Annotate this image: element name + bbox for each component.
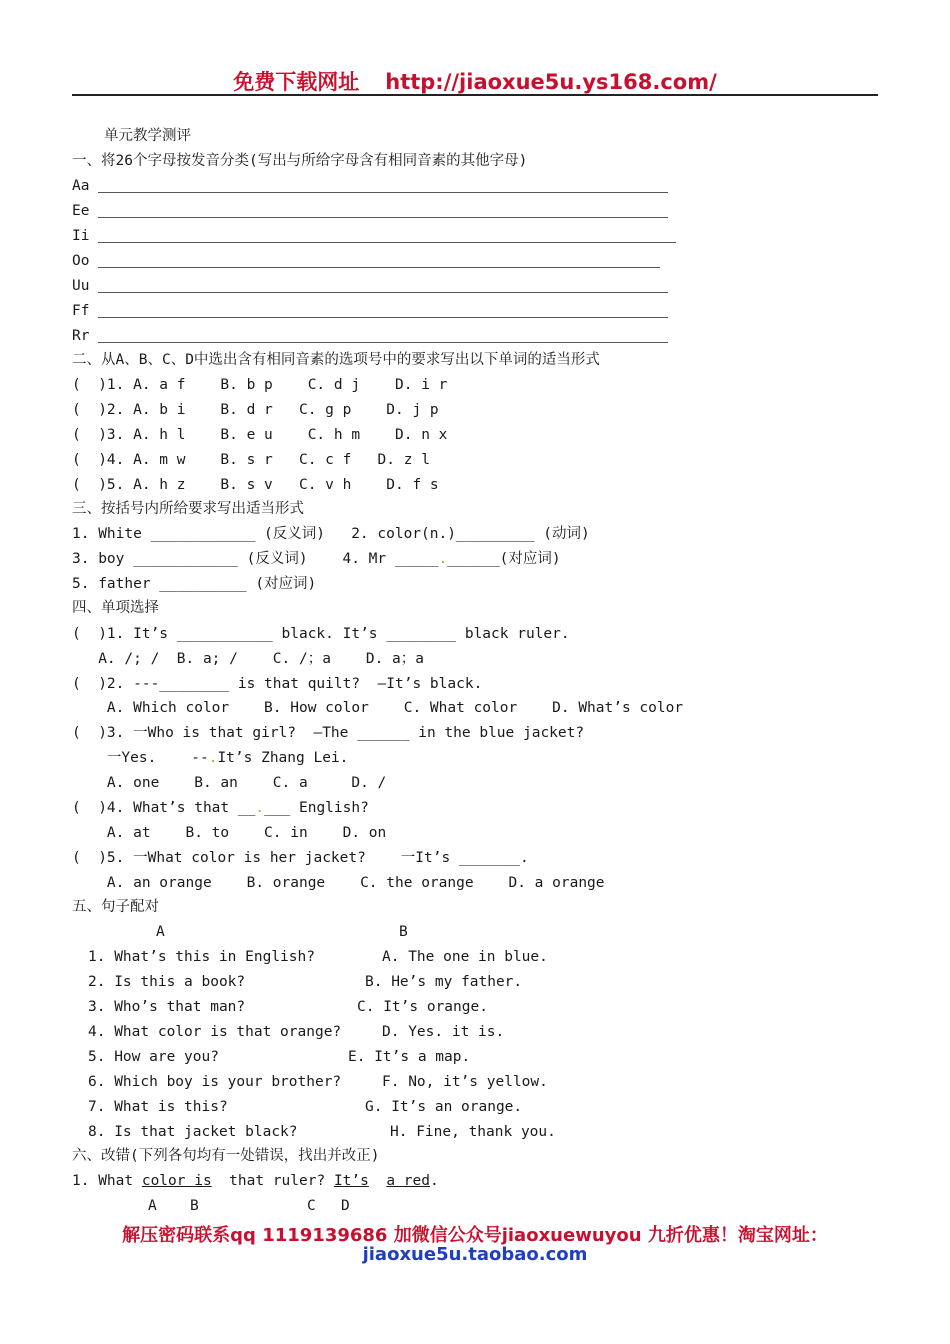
- match-left: 8. Is that jacket black?: [88, 1124, 298, 1140]
- question-item: ( )1. A. a f B. b p C. d j D. i r: [72, 377, 448, 393]
- correction-sentence: [72, 1171, 439, 1191]
- question-options: A. /; / B. a; / C. /；a D. a；a: [72, 651, 425, 667]
- question-item: [72, 798, 369, 818]
- match-right: C. It’s orange.: [357, 999, 488, 1015]
- underlined-word-c: It’s: [333, 1173, 369, 1189]
- letter-label: Rr: [72, 328, 90, 344]
- match-left: 3. Who’s that man?: [88, 999, 246, 1015]
- question-options: A. Which color B. How color C. What color D. What’s color: [72, 700, 684, 716]
- site-header: [0, 66, 950, 96]
- mark-dot: .: [255, 800, 265, 816]
- question-item: ( )2. A. b i B. d r C. g p D. j p: [72, 402, 439, 418]
- match-right: E. It’s a map.: [348, 1049, 471, 1065]
- match-right: D. Yes. it is.: [382, 1024, 505, 1040]
- underlined-word-d: a red: [386, 1173, 430, 1189]
- match-left: 6. Which boy is your brother?: [88, 1074, 342, 1090]
- option-label: B: [190, 1198, 199, 1214]
- doc-title: 单元教学测评: [104, 128, 191, 144]
- question-options: A. at B. to C. in D. on: [72, 825, 387, 841]
- match-right: B. He’s my father.: [365, 974, 523, 990]
- footer-shop-link[interactable]: jiaoxue5u.taobao.com: [362, 1244, 588, 1265]
- section4-heading: 四、单项选择: [72, 600, 159, 616]
- underlined-word-b: is: [185, 1173, 212, 1189]
- answer-blank[interactable]: [98, 217, 668, 218]
- option-label: A: [148, 1198, 157, 1214]
- sentence-text: 1. What: [72, 1173, 142, 1189]
- section6-heading: 六、改错(下列各句均有一处错误，找出并改正): [72, 1148, 380, 1164]
- match-right: G. It’s an orange.: [365, 1099, 523, 1115]
- question-item: [72, 549, 561, 569]
- question-text: ______(对应词): [447, 551, 561, 567]
- answer-blank[interactable]: [98, 342, 668, 343]
- answer-blank[interactable]: [98, 292, 668, 293]
- header-title: 免费下载网址: [233, 70, 360, 94]
- question-text: ( )4. What’s that __: [72, 800, 256, 816]
- question-item: ( )2. ---________ is that quilt? —It’s black.: [72, 676, 483, 692]
- match-left: 1. What’s this in English?: [88, 949, 315, 965]
- underlined-word-a: color: [141, 1173, 186, 1189]
- question-item: ( )3. A. h l B. e u C. h m D. n x: [72, 427, 448, 443]
- letter-label: Ii: [72, 228, 90, 244]
- option-label: C: [307, 1198, 316, 1214]
- match-left: 5. How are you?: [88, 1049, 219, 1065]
- letter-label: Oo: [72, 253, 90, 269]
- question-item: [72, 748, 348, 768]
- question-item: ( )5. A. h z B. s v C. v h D. f s: [72, 477, 439, 493]
- mark-dot: .: [438, 551, 448, 567]
- question-text: 一Yes. --: [72, 750, 209, 766]
- match-right: F. No, it’s yellow.: [382, 1074, 548, 1090]
- mark-dot: .: [208, 750, 218, 766]
- answer-blank[interactable]: [98, 317, 668, 318]
- question-text: ___ English?: [264, 800, 369, 816]
- column-b-label: B: [399, 924, 408, 940]
- question-item: ( )1. It’s ___________ black. It’s ________ black ruler.: [72, 626, 570, 642]
- question-item: ( )4. A. m w B. s r C. c f D. z l: [72, 452, 430, 468]
- question-options: A. one B. an C. a D. /: [72, 775, 387, 791]
- question-text: 3. boy ____________ (反义词) 4. Mr _____: [72, 551, 439, 567]
- footer-contact: 解压密码联系qq 1119139686 加微信公众号jiaoxuewuyou 九折优惠！淘宝网址：: [122, 1225, 828, 1246]
- match-left: 2. Is this a book?: [88, 974, 246, 990]
- option-label: D: [341, 1198, 350, 1214]
- section5-heading: 五、句子配对: [72, 899, 159, 915]
- column-a-label: A: [156, 924, 165, 940]
- match-right: H. Fine, thank you.: [390, 1124, 556, 1140]
- answer-blank[interactable]: [98, 242, 676, 243]
- question-options: A. an orange B. orange C. the orange D. a orange: [72, 875, 605, 891]
- question-item: ( )5. 一What color is her jacket? 一It’s _______.: [72, 850, 529, 866]
- letter-label: Aa: [72, 178, 90, 194]
- section2-heading: 二、从A、B、C、D中选出含有相同音素的选项号中的要求写出以下单词的适当形式: [72, 352, 600, 368]
- sentence-text: .: [429, 1173, 439, 1189]
- question-text: It’s Zhang Lei.: [217, 750, 349, 766]
- answer-blank[interactable]: [98, 267, 660, 268]
- letter-label: Uu: [72, 278, 90, 294]
- header-rule: [72, 94, 878, 96]
- answer-blank[interactable]: [98, 192, 668, 193]
- letter-label: Ff: [72, 303, 90, 319]
- header-url-link[interactable]: http://jiaoxue5u.ys168.com/: [385, 70, 717, 94]
- match-left: 7. What is this?: [88, 1099, 228, 1115]
- sentence-text: that ruler?: [229, 1173, 334, 1189]
- match-left: 4. What color is that orange?: [88, 1024, 342, 1040]
- question-item: 5. father __________ (对应词): [72, 576, 317, 592]
- question-item: 1. White ____________ (反义词) 2. color(n.)_________ (动词): [72, 526, 590, 542]
- section1-heading: 一、将26个字母按发音分类(写出与所给字母含有相同音素的其他字母): [72, 153, 528, 169]
- question-item: ( )3. 一Who is that girl? —The ______ in the blue jacket?: [72, 725, 585, 741]
- match-right: A. The one in blue.: [382, 949, 548, 965]
- section3-heading: 三、按括号内所给要求写出适当形式: [72, 501, 304, 517]
- letter-label: Ee: [72, 203, 90, 219]
